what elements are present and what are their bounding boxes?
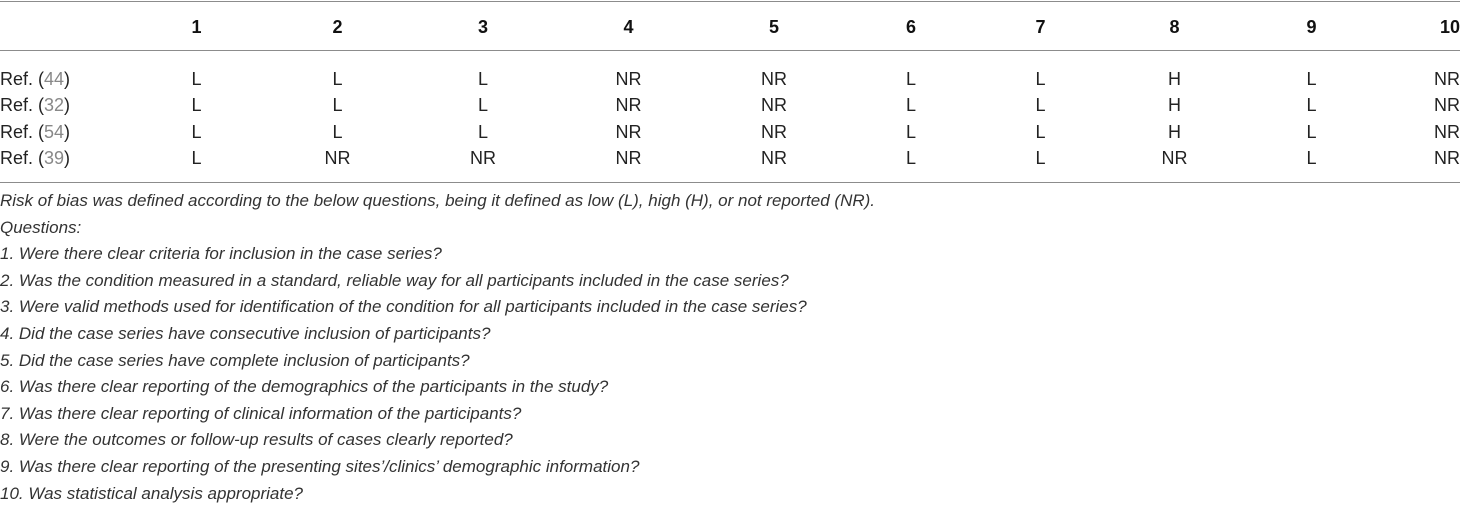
table-cell: L [1306,95,1317,116]
question-item: 6. Was there clear reporting of the demographics of the participants in the study? [0,377,609,397]
table-cell: L [191,148,202,169]
table-cell: NR [615,68,642,89]
table-cell: NR [1434,95,1460,116]
table-bottom-rule [0,182,1460,183]
table-cell: NR [1434,121,1460,142]
table-cell: L [1306,148,1317,169]
table-cell: L [1035,121,1046,142]
table-cell: NR [1434,68,1460,89]
question-item: 5. Did the case series have complete inclusion of participants? [0,350,470,370]
table-cell: L [1306,121,1317,142]
reference-link[interactable]: 54 [44,121,65,142]
table-cell: L [191,121,202,142]
table-cell: L [191,68,202,89]
row-reference [0,93,128,120]
column-header-5: 5 [768,17,779,37]
footnote-questions-heading: Questions: [0,217,82,237]
corner-cell [0,0,128,53]
table-cell: NR [761,95,787,116]
table-cell: L [1035,95,1046,116]
reference-link[interactable]: 32 [44,95,65,116]
table-cell: L [332,68,343,89]
table-row [0,53,1460,93]
ref-close: ) [64,95,71,116]
reference-link[interactable]: 44 [44,68,65,89]
table-cell: H [1168,95,1181,116]
table-cell: L [191,95,202,116]
table-cell: NR [470,148,496,169]
table-footnotes [0,188,1460,507]
table-cell: NR [1434,148,1460,169]
table-cell: L [905,68,916,89]
column-header-2: 2 [332,17,343,37]
table-cell: NR [761,121,787,142]
table-cell: L [905,95,916,116]
table-cell: NR [615,95,642,116]
table-cell: NR [761,148,787,169]
ref-label: Ref. ( [0,121,45,142]
table-cell: L [1035,148,1046,169]
column-header-3: 3 [477,17,488,37]
column-header-8: 8 [1169,17,1180,37]
table-cell: L [477,68,488,89]
table-cell: L [905,121,916,142]
question-item: 8. Were the outcomes or follow-up results of cases clearly reported? [0,430,513,450]
table-cell: L [1306,68,1317,89]
column-header-4: 4 [623,17,634,37]
column-header-10: 10 [1439,17,1460,37]
column-header-7: 7 [1035,17,1046,37]
table-cell: NR [761,68,787,89]
table-cell: L [905,148,916,169]
table-cell: H [1168,121,1181,142]
question-item: 10. Was statistical analysis appropriate? [0,483,304,503]
question-item: 4. Did the case series have consecutive inclusion of participants? [0,323,491,343]
ref-close: ) [64,121,71,142]
table-row [0,146,1460,173]
table-cell: L [332,121,343,142]
table-cell: H [1168,68,1181,89]
row-reference [0,119,128,146]
ref-label: Ref. ( [0,68,45,89]
table-cell: L [1035,68,1046,89]
footnote-definition: Risk of bias was defined according to the below questions, being it defined as low (L), high (H), or not reported (NR). [0,191,876,210]
column-header-6: 6 [905,17,916,37]
table-cell: NR [1161,148,1188,169]
table-row [0,93,1460,120]
question-item: 7. Was there clear reporting of clinical information of the participants? [0,403,522,423]
ref-label: Ref. ( [0,148,45,169]
question-item: 9. Was there clear reporting of the presenting sites’/clinics’ demographic information? [0,456,640,476]
column-header-1: 1 [191,17,202,37]
row-reference [0,53,128,93]
ref-close: ) [64,148,71,169]
table-cell: L [477,121,488,142]
question-item: 2. Was the condition measured in a standard, reliable way for all participants included in the case series? [0,270,789,290]
ref-close: ) [64,68,71,89]
table-cell: L [477,95,488,116]
row-reference [0,146,128,173]
table-cell: L [332,95,343,116]
table-cell: NR [615,148,642,169]
table-header-row [0,0,1460,53]
table-cell: NR [324,148,351,169]
column-header-9: 9 [1306,17,1317,37]
risk-of-bias-table [0,0,1460,172]
table-cell: NR [615,121,642,142]
reference-link[interactable]: 39 [44,148,65,169]
question-item: 3. Were valid methods used for identification of the condition for all participants included in the case series? [0,297,807,317]
ref-label: Ref. ( [0,95,45,116]
table-row [0,119,1460,146]
question-item: 1. Were there clear criteria for inclusion in the case series? [0,244,442,264]
